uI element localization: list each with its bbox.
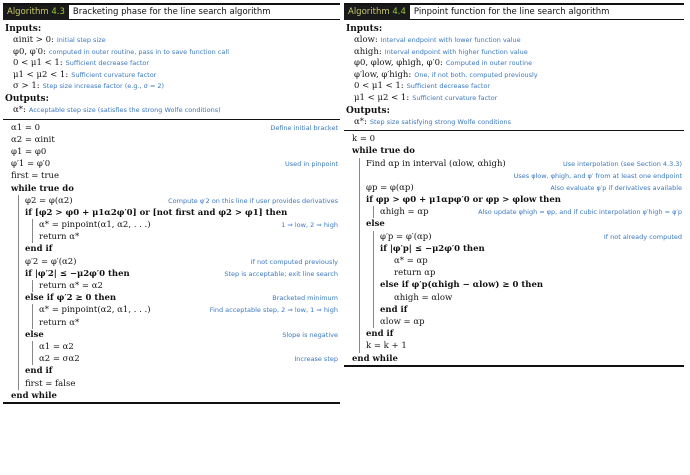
- code-line: [344, 328, 684, 340]
- code-comment: Slope is negative: [282, 330, 338, 339]
- code-line: [344, 182, 684, 194]
- code-statement: φ2 = φ(α2): [25, 195, 73, 206]
- io-section: [344, 20, 684, 131]
- code-line: [344, 133, 684, 145]
- code-comment: Also evaluate φ′p if derivatives available: [550, 183, 682, 192]
- code-line: [3, 158, 340, 170]
- code-statement: k = k + 1: [366, 341, 407, 352]
- inputs-heading: Inputs:: [5, 24, 42, 34]
- code-statement: while true do: [352, 146, 415, 157]
- code-statement: α1 = 0: [11, 122, 41, 133]
- code-line: [3, 256, 340, 268]
- code-statement: end if: [25, 244, 53, 255]
- code-line: [344, 292, 684, 304]
- code-statement: α* = pinpoint(α1, α2, . . .): [39, 220, 151, 231]
- code-comment: 1 ⇒ low, 2 ⇒ high: [281, 221, 338, 230]
- code-statement: else: [25, 329, 44, 340]
- code-line: [344, 340, 684, 352]
- code-comment: Used in pinpoint: [285, 160, 338, 169]
- code-statement: if [φ2 > φ0 + μ1α2φ′0] or [not first and φ2 > φ1] then: [25, 207, 288, 218]
- code-line: [3, 146, 340, 158]
- algorithm-tag: Algorithm 4.4: [344, 5, 410, 20]
- code-line: [344, 194, 684, 206]
- code-line: [3, 280, 340, 292]
- code-line: [344, 218, 684, 230]
- code-statement: φ′1 = φ′0: [11, 159, 51, 170]
- code-comment: Uses φlow, φhigh, and φ′ from at least one endpoint: [513, 171, 682, 180]
- code-statement: Find αp in interval (αlow, αhigh): [366, 158, 506, 169]
- code-line: [3, 134, 340, 146]
- code-statement: αhigh = αp: [380, 207, 429, 218]
- code-line: [3, 341, 340, 353]
- input-line: φ0, φlow, φhigh, φ′0: Computed in outer routine: [354, 58, 533, 69]
- code-comment: If not already computed: [603, 232, 682, 241]
- input-line: αhigh: Interval endpoint with higher function value: [354, 46, 528, 57]
- code-statement: end if: [25, 366, 53, 377]
- code-statement: φ′2 = φ′(α2): [25, 256, 77, 267]
- code-line: [3, 378, 340, 390]
- input-line: σ > 1: Step size increase factor (e.g., σ = 2): [13, 81, 165, 92]
- input-line: αinit > 0: Initial step size: [13, 35, 106, 45]
- code-statement: return α* = α2: [39, 281, 103, 291]
- input-line: μ1 < μ2 < 1: Sufficient curvature factor: [13, 69, 157, 80]
- code-line: [3, 329, 340, 341]
- code-comment: Bracketed minimum: [272, 294, 338, 303]
- code-line: [344, 170, 684, 182]
- code-comment: Find acceptable step, 2 ⇒ low, 1 ⇒ high: [209, 306, 338, 315]
- code-statement: if |φ′p| ≤ −μ2φ′0 then: [380, 243, 485, 254]
- code-statement: end while: [352, 353, 398, 364]
- code-line: [3, 365, 340, 377]
- code-line: [3, 231, 340, 243]
- code-statement: α* = pinpoint(α2, α1, . . .): [39, 305, 151, 316]
- code-line: [344, 206, 684, 218]
- code-line: [3, 390, 340, 402]
- algorithm-title: Pinpoint function for the line search algorithm: [413, 7, 610, 17]
- code-line: [3, 219, 340, 231]
- code-statement: αhigh = αlow: [394, 292, 453, 303]
- code-statement: else: [366, 219, 385, 230]
- algorithm-4-4-panel: [344, 3, 684, 367]
- code-statement: φp = φ(αp): [366, 182, 414, 193]
- code-statement: φ′p = φ′(αp): [380, 231, 432, 242]
- algorithm-title: Bracketing phase for the line search algorithm: [72, 7, 271, 17]
- code-statement: α2 = αinit: [11, 134, 55, 145]
- code-line: [3, 195, 340, 207]
- code-line: [3, 268, 340, 280]
- code-comment: Define initial bracket: [270, 123, 338, 132]
- code-statement: if |φ′2| ≤ −μ2φ′0 then: [25, 268, 130, 279]
- code-line: [344, 231, 684, 243]
- input-line: 0 < μ1 < 1: Sufficient decrease factor: [354, 81, 491, 92]
- code-statement: k = 0: [352, 134, 376, 145]
- code-line: [344, 243, 684, 255]
- code-statement: end while: [11, 390, 57, 401]
- code-comment: Increase step: [294, 355, 338, 364]
- code-statement: while true do: [11, 183, 74, 194]
- code-comment: If not computed previously: [250, 257, 338, 266]
- input-line: αlow: Interval endpoint with lower function value: [354, 35, 521, 45]
- code-line: [3, 304, 340, 316]
- code-line: [344, 316, 684, 328]
- io-section: [3, 20, 340, 120]
- code-statement: else if φ′p(αhigh − αlow) ≥ 0 then: [380, 280, 544, 291]
- input-line: 0 < μ1 < 1: Sufficient decrease factor: [13, 58, 150, 69]
- code-line: [3, 243, 340, 255]
- code-statement: first = false: [25, 378, 76, 389]
- code-line: [3, 122, 340, 134]
- code-line: [3, 170, 340, 182]
- code-line: [344, 279, 684, 291]
- inputs-heading: Inputs:: [346, 24, 383, 34]
- outputs-heading: Outputs:: [346, 105, 390, 116]
- code-line: [344, 145, 684, 157]
- code-comment: Use interpolation (see Section 4.3.3): [562, 159, 682, 168]
- code-line: [344, 353, 684, 365]
- code-line: [344, 304, 684, 316]
- code-statement: first = true: [11, 171, 60, 182]
- code-statement: return α*: [39, 317, 80, 328]
- code-statement: αlow = αp: [380, 316, 425, 327]
- code-statement: return αp: [394, 268, 436, 279]
- code-statement: α* = αp: [394, 256, 428, 267]
- code-line: [3, 317, 340, 329]
- code-comment: Compute φ′2 on this line if user provides derivatives: [168, 196, 338, 205]
- input-line: φ′low, φ′high: One, if not both, computed previously: [354, 69, 538, 80]
- algorithm-tag: Algorithm 4.3: [3, 5, 69, 20]
- algorithm-4-3-panel: [3, 3, 340, 404]
- code-statement: α1 = α2: [39, 341, 74, 352]
- code-line: [3, 183, 340, 195]
- code-comment: Step is acceptable; exit line search: [224, 269, 338, 278]
- code-statement: if φp > φ0 + μ1αpφ′0 or φp > φlow then: [366, 195, 561, 206]
- code-comment: Also update φhigh = φp, and if cubic interpolation φ′high = φ′p: [478, 208, 682, 217]
- algorithm-code-block: [3, 120, 340, 404]
- code-statement: α2 = σα2: [39, 354, 80, 365]
- algorithm-title-bar: [3, 3, 340, 20]
- output-line: α*: Step size satisfying strong Wolfe conditions: [354, 116, 512, 127]
- code-statement: φ1 = φ0: [11, 146, 47, 157]
- code-line: [344, 255, 684, 267]
- code-line: [344, 158, 684, 170]
- outputs-heading: Outputs:: [5, 93, 49, 104]
- code-line: [3, 292, 340, 304]
- algorithm-code-block: [344, 131, 684, 367]
- input-line: φ0, φ′0: computed in outer routine, pass in to save function call: [13, 46, 229, 57]
- code-statement: end if: [380, 304, 408, 315]
- code-line: [344, 267, 684, 279]
- code-line: [3, 207, 340, 219]
- input-line: μ1 < μ2 < 1: Sufficient curvature factor: [354, 92, 498, 103]
- algorithm-title-bar: [344, 3, 684, 20]
- code-statement: end if: [366, 329, 394, 340]
- code-statement: else if φ′2 ≥ 0 then: [25, 293, 117, 304]
- code-statement: return α*: [39, 232, 80, 243]
- output-line: α*: Acceptable step size (satisfies the strong Wolfe conditions): [13, 104, 221, 115]
- code-line: [3, 353, 340, 365]
